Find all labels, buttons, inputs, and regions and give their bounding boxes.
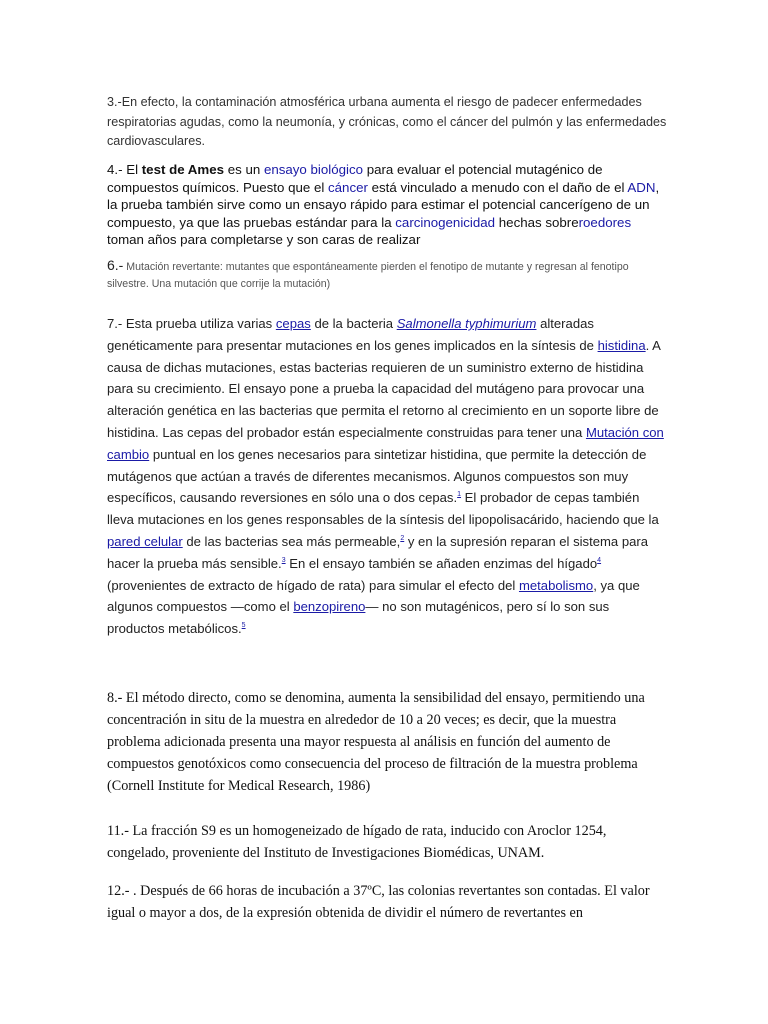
text-run: , la prueba también sirve como un ensayo rápido para estimar el potencial cancerígeno de un compuesto, ya que las pruebas estándar para la [107,179,660,230]
link-benzopireno[interactable]: benzopireno [293,599,366,615]
footnote-1[interactable]: 1 [457,491,462,499]
text-run: — no son mutagénicos, pero sí lo son sus productos metabólicos. [107,599,610,637]
paragraph-6 [107,257,667,292]
text-run: es un [224,162,264,177]
text-run: Mutación revertante: mutantes que espontáneamente pierden el fenotipo de mutante y regresan al fenotipo silvestre. Una mutación que corrije la mutación) [107,261,629,290]
footnote-3[interactable]: 3 [281,556,286,564]
text-run: En el ensayo también se añaden enzimas del hígado [285,555,598,571]
link-pared-celular[interactable]: pared celular [107,533,183,549]
text-run: está vinculado a menudo con el daño de el [367,179,628,195]
text-run: (provenientes de extracto de hígado de rata) para simular el efecto del [107,577,519,593]
text-run: de las bacterias sea más permeable, [182,533,401,549]
link-metabolismo[interactable]: metabolismo [518,577,594,593]
paragraph-7 [107,313,667,640]
text-run: para evaluar el potencial mutagénico de compuestos químicos. Puesto que el [107,162,603,195]
paragraph-4-number: 4.- [107,162,123,177]
footnote-4[interactable]: 4 [597,556,602,564]
footnote-5[interactable]: 5 [241,622,246,630]
paragraph-4 [107,161,667,249]
text-run: , ya que algunos compuestos —como el [107,577,640,615]
link-salmonella-typhimurium[interactable]: Salmonella typhimurium [396,316,537,331]
paragraph-3: 3.-En efecto, la contaminación atmosférica urbana aumenta el riesgo de padecer enfermedades respiratorias agudas, como la neumonía, y crónicas, como el cáncer del pulmón y las enfermedades cardiovasculares. [107,95,667,148]
footnote-2[interactable]: 2 [400,534,405,542]
text-run: de la bacteria [310,316,397,331]
paragraph-11: 11.- La fracción S9 es un homogeneizado de hígado de rata, inducido con Aroclor 1254, congelado, proveniente del Instituto de Investigaciones Biomédicas, UNAM. [107,823,607,861]
text-run: alteradas genéticamente para presentar mutaciones en los genes implicados en la síntesis de [107,316,598,353]
link-histidina[interactable]: histidina [597,337,646,353]
text-run: toman años para completarse y son caras de realizar [107,232,421,247]
test-de-ames-bold: test de Ames [141,162,225,177]
link-cepas[interactable]: cepas [275,316,311,331]
link-carcinogenicidad[interactable]: carcinogenicidad [395,214,496,230]
text-run: puntual en los genes necesarios para sintetizar histidina, que permite la detección de mutágenos que actúan a través de diferentes mecanismos. Algunos compuestos son muy específicos, causando reversiones en sólo una o dos cepas. [107,446,647,506]
text-run: 7.- Esta prueba utiliza varias [107,316,276,331]
text-run: y en la supresión reparan el sistema para hacer la prueba más sensible. [107,533,649,571]
link-ensayo-biologico[interactable]: ensayo biológico [263,162,364,177]
link-adn[interactable]: ADN [627,179,656,195]
text-run: hechas sobre [495,214,579,230]
text-run: El probador de cepas también lleva mutaciones en los genes responsables de la síntesis del lipopolisacárido, haciendo que la [107,490,659,528]
text-run: . A causa de dichas mutaciones, estas bacterias requieren de un suministro externo de histidina para su crecimiento. El ensayo pone a prueba la capacidad del mutágeno para provocar una alteración genética en las bacterias que permita el retorno al crecimiento en un soporte libre de histidina. Las cepas del probador están especialmente construidas para tener una [107,337,661,440]
link-roedores[interactable]: roedores [578,214,632,230]
paragraph-12: 12.- . Después de 66 horas de incubación a 37ºC, las colonias revertantes son contadas. El valor igual o mayor a dos, de la expresión obtenida de dividir el número de revertantes en [107,883,650,921]
paragraph-6-number: 6.- [107,257,124,273]
link-mutacion-con-cambio[interactable]: Mutación con cambio [107,424,664,462]
paragraph-8: 8.- El método directo, como se denomina, aumenta la sensibilidad del ensayo, permitiendo una concentración in situ de la muestra en alrededor de 10 a 20 veces; es decir, que la muestra problema adicionada presenta una mayor respuesta al análisis en función del aumento de compuestos genotóxicos como consecuencia del proceso de filtración de la muestra problema (Cornell Institute for Medical Research, 1986) [107,690,645,794]
link-cancer[interactable]: cáncer [328,179,368,195]
text-run: El [122,162,142,177]
